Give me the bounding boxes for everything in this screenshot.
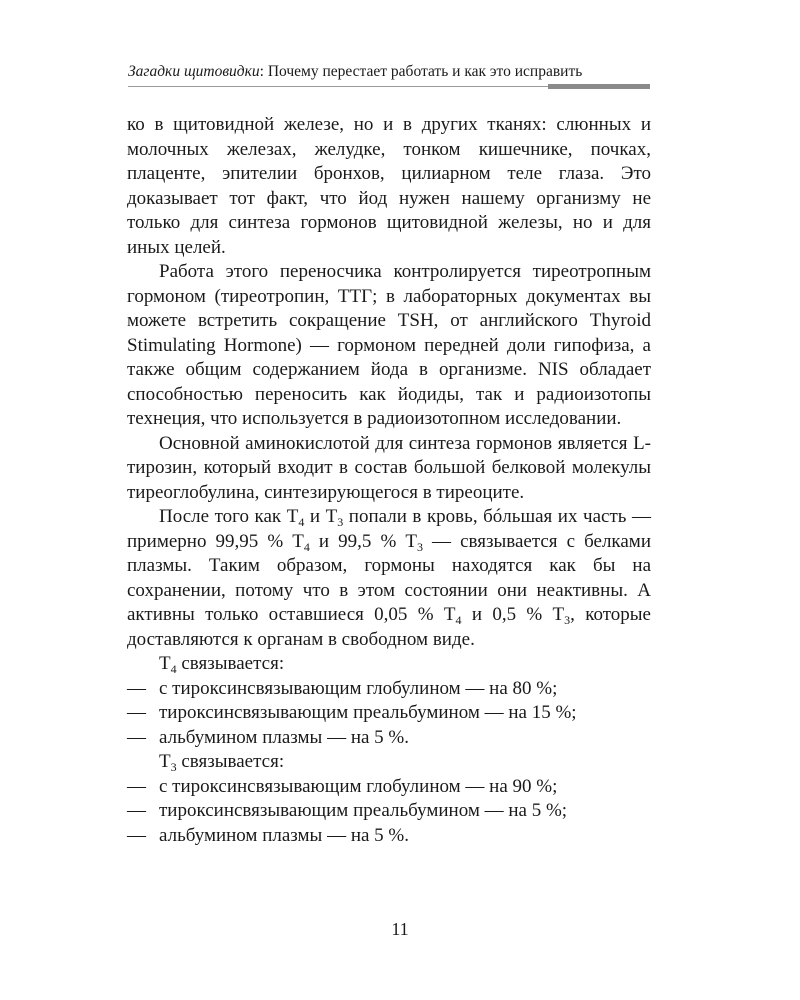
paragraph-1: ко в щитовидной железе, но и в других тканях: слюнных и молочных железах, желудке, тонком кишечнике, почках, плаценте, эпителии бронхов, цилиарном теле глаза. Это доказывает тот факт, что йод нужен нашему организму не только для синтеза гормонов щитовидной железы, но и для иных целей. bbox=[127, 114, 651, 258]
paragraph-4: После того как $Т_4$ и $Т_3$ попали в кровь, бóльшая их часть — примерно 99,95 % $Т_4$ и 99,5 % $Т_3$ — связывается с белками плазмы. Таким образом, гормоны находятся как бы на сохранении, потому что в этом состоянии они неактивны. А активны только оставшиеся 0,05 % $Т_4$ и 0,5 % $Т_3$, которые доставляются к органам в свободном виде. bbox=[127, 506, 651, 650]
book-subtitle: : Почему перестает работать и как это исправить bbox=[259, 63, 583, 80]
t3-list-heading: $Т_3$ связывается: bbox=[159, 751, 285, 774]
header-accent-bar bbox=[548, 84, 650, 89]
list-item: — альбумином плазмы — на 5 %. bbox=[127, 726, 409, 748]
list-item: — тироксинсвязывающим преальбумином — на 15 %; bbox=[127, 702, 577, 723]
book-title: Загадки щитовидки bbox=[128, 63, 260, 80]
paragraph-3: Основной аминокислотой для синтеза гормонов является L-тирозин, который входит в состав большой белковой молекулы тиреоглобулина, синтезирующегося в тиреоците. bbox=[127, 432, 651, 503]
running-header-title bbox=[128, 62, 650, 82]
list-item: — альбумином плазмы — на 5 %. bbox=[127, 824, 409, 846]
page-body bbox=[127, 113, 651, 848]
list-item: — с тироксинсвязывающим глобулином — на 90 %; bbox=[127, 775, 558, 797]
paragraph-2: Работа этого переносчика контролируется тиреотропным гормоном (тиреотропин, ТТГ; в лабораторных документах вы можете встретить сокращение TSH, от английского Thyroid Stimulating Hormone) — гормоном передней доли гипофиза, а также общим содержанием йода в организме. NIS обладает способностью переносить как йодиды, так и радиоизотопы технеция, что используется в радиоизотопном исследовании. bbox=[127, 261, 651, 429]
list-item: — с тироксинсвязывающим глобулином — на 80 %; bbox=[127, 677, 558, 699]
t4-list-heading: $Т_4$ связывается: bbox=[159, 653, 285, 676]
page-number: 11 bbox=[391, 919, 409, 939]
running-header bbox=[128, 62, 650, 92]
list-item: — тироксинсвязывающим преальбумином — на 5 %; bbox=[127, 800, 568, 821]
